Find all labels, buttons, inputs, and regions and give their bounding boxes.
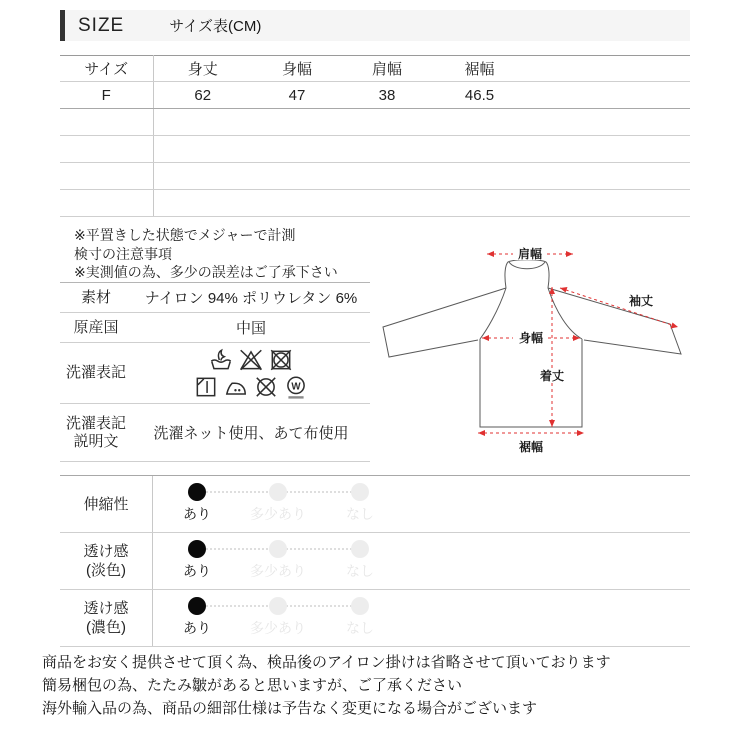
selected-dot-icon — [188, 597, 206, 615]
svg-text:W: W — [291, 381, 301, 393]
col-header-body-width: 身幅 — [252, 56, 342, 82]
origin-row — [60, 313, 370, 343]
size-table-empty-row — [60, 190, 690, 217]
origin-label: 原産国 — [73, 318, 119, 336]
hem-width-arrow — [478, 430, 584, 454]
body-width-label: 身幅 — [518, 331, 544, 345]
cell-body-width: 47 — [252, 82, 342, 109]
note-line: 検寸の注意事項 — [74, 245, 172, 262]
cell-hem-width: 46.5 — [432, 82, 527, 109]
unselected-dot-icon — [269, 597, 287, 615]
col-header-shoulder-width: 肩幅 — [342, 56, 432, 82]
cell-size: F — [60, 82, 153, 109]
section-header — [60, 10, 690, 41]
size-table-row-f — [60, 82, 690, 109]
laundry-care-icons — [132, 347, 370, 400]
cell-body-length: 62 — [153, 82, 252, 109]
note-line: ※実測値の為、多少の誤差はご了承下さい — [74, 264, 338, 280]
stretch-label: 伸縮性 — [83, 495, 129, 513]
rating-option-selected: あり — [165, 540, 229, 581]
body-width-arrow — [482, 330, 580, 345]
rating-option-unselected: なし — [328, 483, 392, 524]
wet-clean-icon — [282, 374, 310, 400]
garment-measurement-diagram — [370, 228, 690, 468]
rating-option-unselected: なし — [328, 597, 392, 638]
do-not-tumble-dry-icon — [267, 347, 295, 373]
ratings-table — [60, 475, 690, 647]
care-label: 洗濯表記 — [65, 364, 126, 381]
sheerness-light-rating-row — [60, 533, 690, 590]
size-chart-title: サイズ表(CM) — [169, 18, 262, 35]
sleeve-length-label: 袖丈 — [628, 294, 654, 308]
size-table-empty-row — [60, 136, 690, 163]
origin-value: 中国 — [235, 320, 266, 337]
do-not-dry-clean-icon — [252, 374, 280, 400]
material-label: 素材 — [80, 288, 111, 306]
rating-option-unselected: 多少あり — [246, 540, 310, 581]
sweater-diagram-svg — [370, 228, 690, 463]
unselected-dot-icon — [269, 540, 287, 558]
sheerness-dark-label-line2: (濃色) — [86, 619, 126, 636]
rating-option-unselected: 多少あり — [246, 597, 310, 638]
unselected-dot-icon — [351, 597, 369, 615]
col-header-size: サイズ — [60, 56, 153, 82]
shoulder-width-arrow — [487, 246, 573, 261]
footer-line: 商品をお安く提供させて頂く為、検品後のアイロン掛けは省略させて頂いております — [42, 654, 611, 671]
unselected-dot-icon — [269, 483, 287, 501]
cell-shoulder-width: 38 — [342, 82, 432, 109]
size-heading: SIZE — [78, 14, 125, 36]
selected-dot-icon — [188, 540, 206, 558]
care-note-row — [60, 404, 370, 462]
hand-wash-icon — [207, 347, 235, 373]
stretch-rating-row — [60, 476, 690, 533]
rating-option-selected: あり — [165, 597, 229, 638]
size-table-empty-row — [60, 109, 690, 136]
col-header-body-length: 身丈 — [153, 56, 252, 82]
unselected-dot-icon — [351, 483, 369, 501]
sheerness-dark-label-line1: 透け感 — [83, 600, 129, 617]
note-line: ※平置きした状態でメジャーで計測 — [74, 227, 296, 243]
product-info-table — [60, 282, 370, 462]
sleeve-length-arrow — [560, 287, 678, 329]
footer-notices — [42, 651, 611, 720]
rating-option-unselected: なし — [328, 540, 392, 581]
selected-dot-icon — [188, 483, 206, 501]
sheerness-light-label-line2: (淡色) — [86, 562, 126, 579]
care-note-label-line1: 洗濯表記 — [65, 414, 126, 432]
footer-line: 海外輸入品の為、商品の細部仕様は予告なく変更になる場合がございます — [42, 700, 538, 717]
material-value: ナイロン 94% ポリウレタン 6% — [144, 290, 358, 307]
footer-line: 簡易梱包の為、たたみ皺があると思いますが、ご了承ください — [42, 677, 463, 694]
shoulder-width-label: 肩幅 — [517, 247, 543, 261]
measurement-notes — [74, 226, 338, 282]
size-table-empty-row — [60, 163, 690, 190]
care-symbols-row — [60, 343, 370, 404]
sheerness-dark-rating-row — [60, 590, 690, 647]
unselected-dot-icon — [351, 540, 369, 558]
sheerness-light-label-line1: 透け感 — [83, 543, 129, 560]
length-arrow — [535, 287, 569, 427]
hem-width-label: 裾幅 — [518, 440, 544, 454]
material-row — [60, 283, 370, 313]
iron-medium-icon — [222, 374, 250, 400]
care-note-label-line2: 説明文 — [73, 432, 119, 450]
do-not-bleach-icon — [237, 347, 265, 373]
size-table — [60, 55, 690, 217]
drip-dry-in-shade-icon — [192, 374, 220, 400]
rating-option-selected: あり — [165, 483, 229, 524]
size-table-header-row — [60, 56, 690, 82]
care-note-value: 洗濯ネット使用、あて布使用 — [153, 425, 349, 442]
col-header-hem-width: 裾幅 — [432, 56, 527, 82]
rating-option-unselected: 多少あり — [246, 483, 310, 524]
length-label: 着丈 — [539, 369, 565, 383]
